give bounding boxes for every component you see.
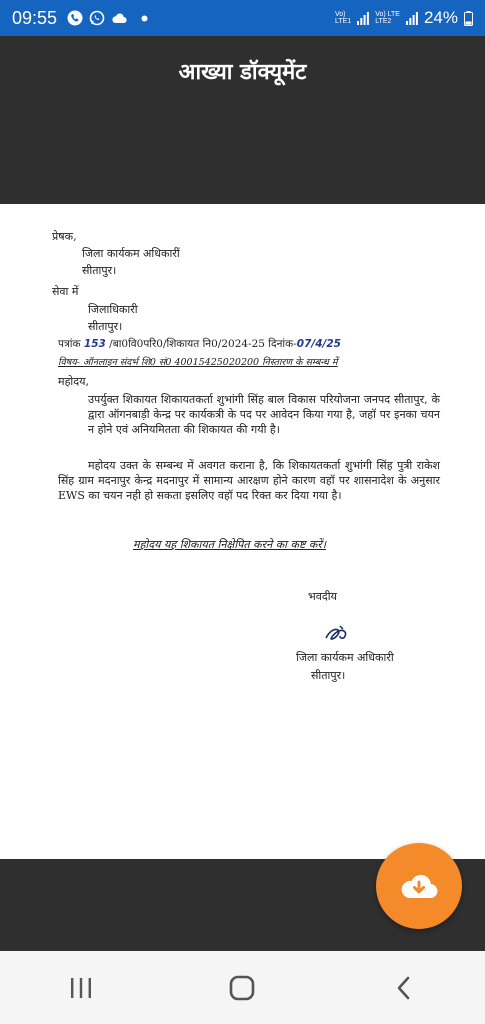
reference-date: 07/4/25	[296, 338, 341, 350]
paragraph-2: महोदय उक्त के सम्बन्ध में अवगत कराना है, कि शिकायतकर्ता शुभांगी सिंह पुत्री राकेश सिंह ग्राम मदनापुर केन्द्र मदनापुर में सामान्य आरक्षण होने कारण वहॉ पर शासनादेश के अनुसार EWS का चयन नही हो सकता इसलिए वहॉ पद रिक्त कर दिया गया है।	[58, 459, 440, 502]
recent-apps-icon	[69, 977, 93, 999]
sender-line: जिला कार्यकम अधिकारीं	[82, 247, 180, 260]
sim1-network-label: Vo) LTE1	[334, 11, 352, 25]
battery-icon	[464, 11, 473, 26]
sign-off: भवदीय	[308, 590, 337, 603]
sender-line: सीतापुर।	[82, 264, 117, 277]
reference-line	[58, 337, 341, 352]
recipient-line: जिलाधिकारी	[88, 303, 138, 316]
download-button[interactable]	[376, 843, 462, 929]
signature-mark	[322, 622, 356, 650]
sim2-network-label: Vo) LTE LTE2	[375, 11, 400, 25]
app-header	[0, 36, 485, 204]
call-icon	[67, 10, 83, 26]
status-right	[335, 8, 473, 28]
sender-label: प्रेषक,	[52, 230, 77, 243]
salutation: महोदय,	[58, 375, 89, 388]
signatory-title: जिला कार्यकम अधिकारी	[296, 651, 394, 664]
recent-apps-button[interactable]	[51, 963, 111, 1013]
back-button[interactable]	[374, 963, 434, 1013]
home-button[interactable]	[212, 963, 272, 1013]
status-time: 09:55	[12, 7, 58, 28]
closing-line: महोदय यह शिकायत निक्षेपित करने का कष्ट करें।	[133, 538, 327, 551]
subject-line: विषय- ऑनलाइन संदर्भ शि0 सं0 40015425020200 निस्तारण के सम्बन्ध में	[58, 357, 338, 368]
dot-icon	[141, 15, 148, 22]
whatsapp-icon	[89, 10, 105, 26]
battery-percent: 24%	[423, 8, 458, 27]
paragraph-1: उपर्युक्त शिकायत शिकायतकर्ता शुभांगी सिंह बाल विकास परियोजना जनपद सीतापुर, के द्वारा ऑगनबाड़ी केन्द्र पर कार्यकत्री के पद पर आवेदन किया गया है, जहॉ पर इनका चयन न होने एवं अनियमितता की शिकायत की गयी है।	[88, 393, 440, 436]
signal-icon	[357, 11, 369, 25]
recipient-line: सीतापुर।	[88, 320, 123, 333]
page-title: आख्या डॉक्यूमेंट	[178, 60, 307, 85]
home-icon	[228, 975, 256, 1001]
signatory-place: सीतापुर।	[311, 669, 346, 682]
signal-icon	[406, 11, 418, 25]
navigation-bar	[0, 951, 485, 1024]
status-bar	[0, 0, 485, 36]
cloud-icon	[111, 12, 127, 24]
reference-prefix: पत्रांक	[58, 338, 81, 350]
status-left	[12, 8, 148, 29]
reference-text: /बा0वि0परि0/शिकायत नि0/2024-25 दिनांक-	[109, 338, 297, 350]
document-view[interactable]	[0, 204, 485, 859]
back-icon	[395, 975, 413, 1001]
reference-number: 153	[83, 338, 106, 350]
cloud-download-icon	[400, 871, 438, 901]
recipient-label: सेवा में	[52, 285, 79, 298]
